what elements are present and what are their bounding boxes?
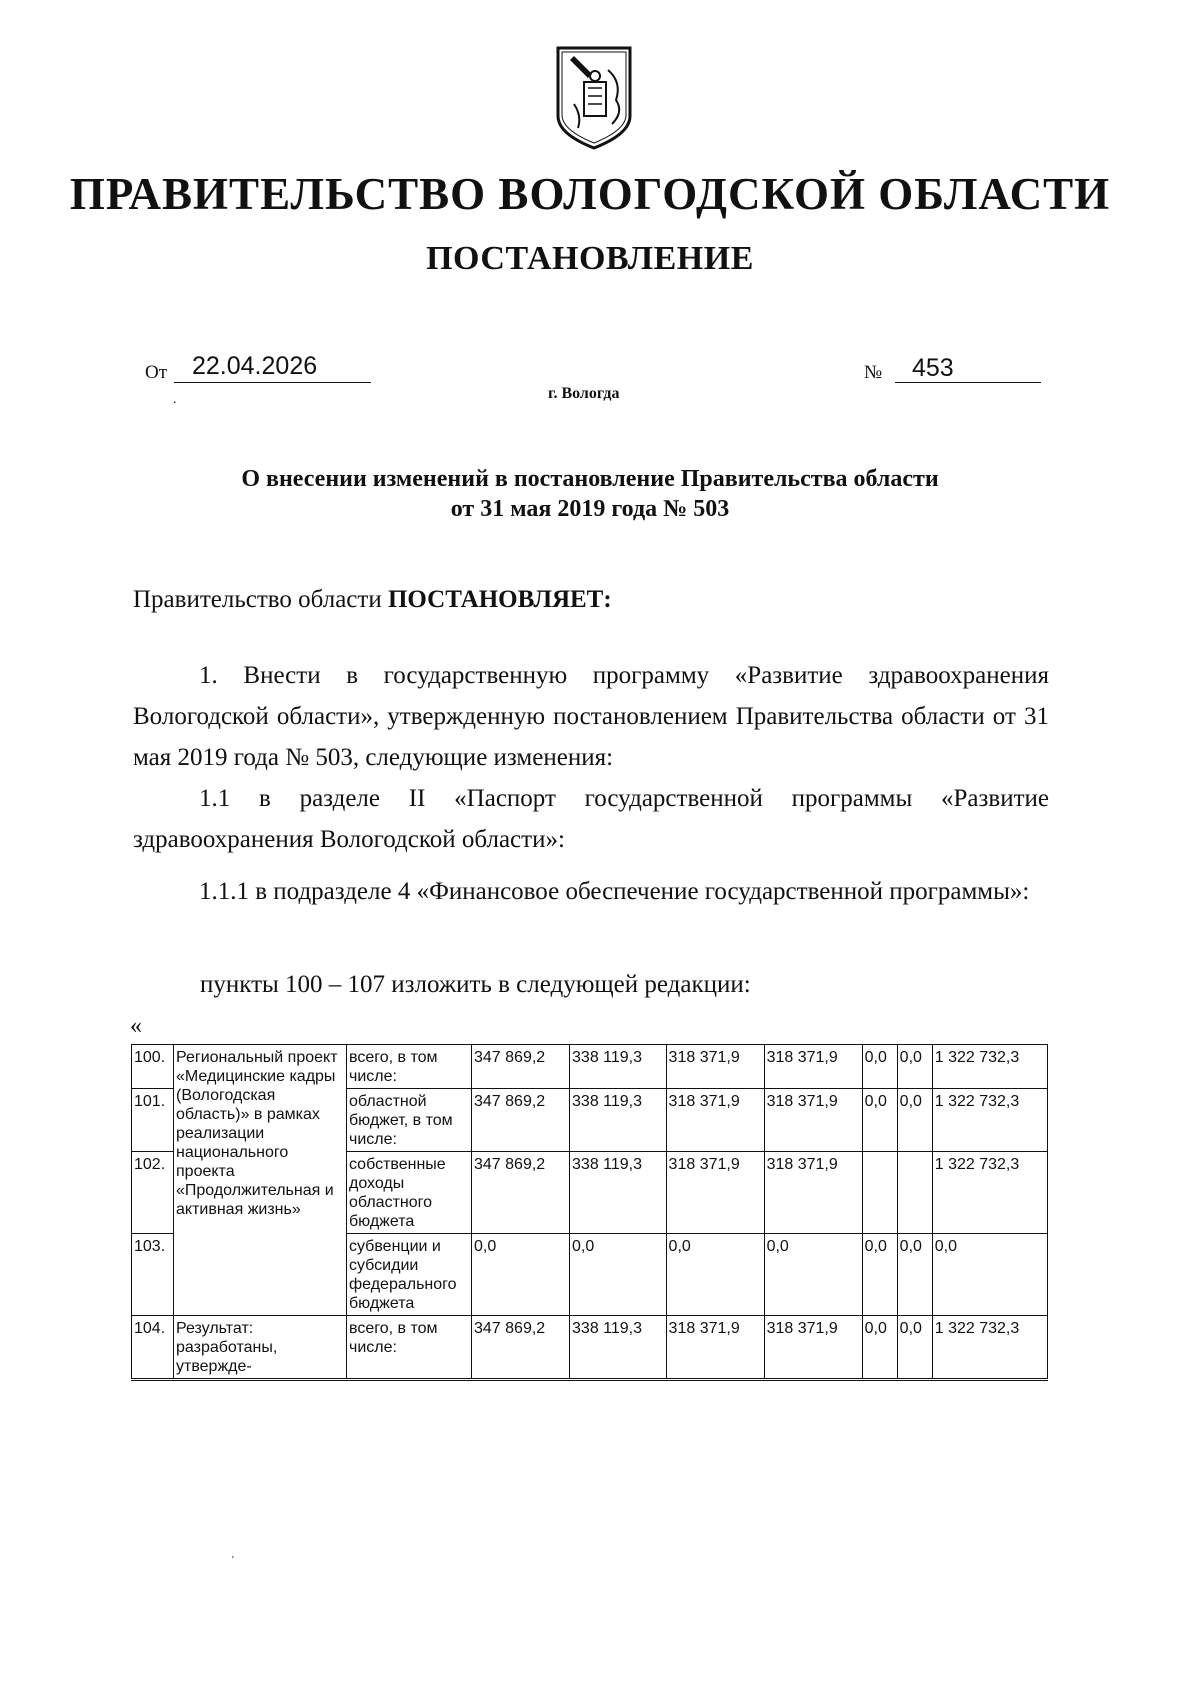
value-cell: 338 119,3 — [570, 1045, 667, 1089]
scan-mark: ' — [232, 1555, 234, 1566]
paragraph-1-1-text: 1.1 в разделе II «Паспорт государственной программы «Развитие здравоохранения Вологодской области»: — [133, 785, 1049, 853]
value-cell: 318 371,9 — [764, 1089, 862, 1152]
government-title: ПРАВИТЕЛЬСТВО ВОЛОГОДСКОЙ ОБЛАСТИ — [69, 169, 1111, 219]
value-cell: 0,0 — [862, 1316, 897, 1380]
paragraph-1-1-1-text: 1.1.1 в подразделе 4 «Финансовое обеспечение государственной программы»: — [199, 878, 1030, 905]
financing-table — [131, 1044, 1048, 1381]
value-cell: 0,0 — [764, 1234, 862, 1316]
document-type: ПОСТАНОВЛЕНИЕ — [426, 240, 754, 277]
funding-source: областной бюджет, в том числе: — [347, 1089, 472, 1152]
value-cell: 318 371,9 — [764, 1045, 862, 1089]
value-cell: 0,0 — [897, 1316, 932, 1380]
total-cell: 0,0 — [932, 1234, 1047, 1316]
value-cell: 318 371,9 — [666, 1316, 764, 1380]
value-cell: 0,0 — [862, 1045, 897, 1089]
scan-dot: . — [173, 392, 177, 407]
value-cell: 0,0 — [897, 1234, 932, 1316]
value-cell: 347 869,2 — [472, 1089, 570, 1152]
document-number: 453 — [912, 354, 954, 382]
row-number: 100. — [132, 1045, 174, 1089]
subject-line-2: от 31 мая 2019 года № 503 — [450, 496, 730, 522]
value-cell: 0,0 — [897, 1089, 932, 1152]
paragraph-1-1 — [133, 778, 1049, 860]
number-label: № — [864, 362, 883, 383]
total-cell: 1 322 732,3 — [932, 1152, 1047, 1234]
items-instruction: пункты 100 – 107 изложить в следующей редакции: — [200, 971, 751, 998]
funding-source: собственные доходы областного бюджета — [347, 1152, 472, 1234]
row-number: 103. — [132, 1234, 174, 1316]
document-date: 22.04.2026 — [192, 352, 318, 380]
table-row — [132, 1316, 1048, 1380]
date-label: От — [145, 362, 168, 383]
total-cell: 1 322 732,3 — [932, 1316, 1047, 1380]
project-name: Региональный проект «Медицинские кадры (Вологодская область)» в рамках реализации национального проекта «Продолжительная и активная жизнь» — [174, 1045, 347, 1316]
value-cell: 0,0 — [472, 1234, 570, 1316]
decree-word: ПОСТАНОВЛЯЕТ: — [387, 586, 612, 613]
value-cell: 318 371,9 — [764, 1152, 862, 1234]
paragraph-1 — [133, 655, 1049, 778]
value-cell: 0,0 — [862, 1089, 897, 1152]
value-cell: 318 371,9 — [666, 1045, 764, 1089]
value-cell: 347 869,2 — [472, 1152, 570, 1234]
value-cell: 338 119,3 — [570, 1316, 667, 1380]
value-cell: 0,0 — [862, 1234, 897, 1316]
row-number: 101. — [132, 1089, 174, 1152]
table-row — [132, 1045, 1048, 1089]
value-cell: 318 371,9 — [764, 1316, 862, 1380]
value-cell — [897, 1152, 932, 1234]
funding-source: всего, в том числе: — [347, 1316, 472, 1380]
funding-source: всего, в том числе: — [347, 1045, 472, 1089]
decree-prefix: Правительство области — [133, 586, 382, 613]
value-cell: 0,0 — [897, 1045, 932, 1089]
funding-source: субвенции и субсидии федерального бюджета — [347, 1234, 472, 1316]
open-quote: « — [130, 1013, 142, 1039]
value-cell: 347 869,2 — [472, 1316, 570, 1380]
row-number: 102. — [132, 1152, 174, 1234]
value-cell: 318 371,9 — [666, 1089, 764, 1152]
total-cell: 1 322 732,3 — [932, 1089, 1047, 1152]
value-cell — [862, 1152, 897, 1234]
value-cell: 318 371,9 — [666, 1152, 764, 1234]
value-cell: 0,0 — [570, 1234, 667, 1316]
value-cell: 347 869,2 — [472, 1045, 570, 1089]
subject-line-1: О внесении изменений в постановление Правительства области — [241, 466, 939, 492]
total-cell: 1 322 732,3 — [932, 1045, 1047, 1089]
document-subject — [120, 464, 1060, 524]
coat-of-arms-emblem — [552, 42, 636, 152]
value-cell: 338 119,3 — [570, 1152, 667, 1234]
decree-line — [133, 579, 612, 620]
city: г. Вологда — [548, 385, 620, 402]
row-number: 104. — [132, 1316, 174, 1380]
value-cell: 338 119,3 — [570, 1089, 667, 1152]
value-cell: 0,0 — [666, 1234, 764, 1316]
paragraph-1-text: 1. Внести в государственную программу «Развитие здравоохранения Вологодской области», утвержденную постановлением Правительства области от 31 мая 2019 года № 503, следующие изменения: — [133, 662, 1049, 771]
result-name: Результат: разработаны, утвержде- — [174, 1316, 347, 1380]
paragraph-1-1-1 — [133, 871, 1049, 912]
